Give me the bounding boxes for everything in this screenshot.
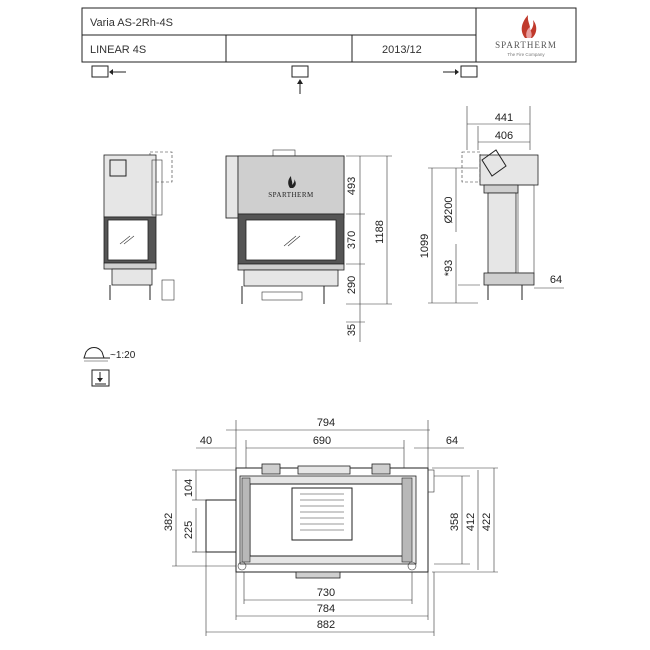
dim-225: 225 (183, 520, 195, 540)
title-block (82, 8, 576, 62)
dim-441: 441 (494, 112, 514, 124)
view-front-icon (292, 66, 308, 94)
dim-794: 794 (316, 417, 336, 429)
dim-690: 690 (312, 435, 332, 447)
dim-382: 382 (163, 512, 175, 532)
dim-35: 35 (346, 323, 358, 337)
logo-text: SPARTHERM (495, 40, 557, 50)
dim-412: 412 (465, 512, 477, 532)
dim-290: 290 (346, 275, 358, 295)
dim-493: 493 (346, 176, 358, 196)
scale-indicator (84, 348, 136, 362)
dim-93: *93 (443, 259, 455, 277)
dim-64-plan: 64 (445, 435, 459, 447)
svg-text:SPARTHERM: SPARTHERM (268, 191, 314, 199)
left-side-view (104, 152, 174, 300)
model-name: Varia AS-2Rh-4S (90, 17, 173, 29)
dim-882: 882 (316, 619, 336, 631)
dim-64-side: 64 (549, 274, 563, 286)
view-right-icon (443, 66, 477, 77)
front-dimensions (346, 156, 392, 342)
dim-406: 406 (494, 130, 514, 142)
view-left-icon (92, 66, 126, 77)
right-side-view (462, 150, 538, 300)
dim-730: 730 (316, 587, 336, 599)
drawing-date: 2013/12 (382, 44, 422, 56)
plan-view (206, 464, 434, 578)
plan-view-icon (92, 370, 109, 386)
dim-1099: 1099 (419, 233, 431, 259)
scale-text: ~1:20 (110, 350, 136, 361)
dim-358: 358 (449, 512, 461, 532)
logo-tagline: The Fire Company (507, 52, 545, 57)
front-view (226, 150, 344, 304)
dim-1188: 1188 (374, 220, 386, 244)
dim-784: 784 (316, 603, 336, 615)
spartherm-logo (495, 15, 557, 57)
dim-370: 370 (346, 230, 358, 250)
dim-104: 104 (183, 478, 195, 498)
dim-200: Ø200 (443, 196, 455, 224)
dim-40: 40 (199, 435, 213, 447)
variant-name: LINEAR 4S (90, 44, 147, 56)
dim-422: 422 (481, 512, 493, 532)
